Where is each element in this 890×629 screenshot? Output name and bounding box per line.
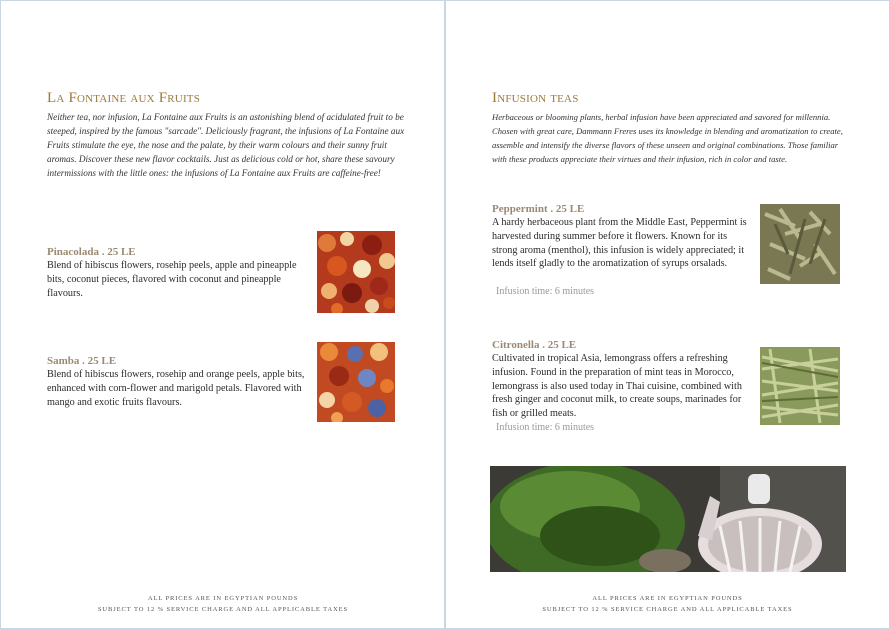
- section-title-fontaine: La Fontaine aux Fruits: [47, 90, 201, 106]
- right-page: [445, 0, 890, 629]
- item-name-peppermint: Peppermint . 25 LE: [492, 203, 585, 215]
- item-name-pinacolada: Pinacolada . 25 LE: [47, 246, 136, 258]
- pinacolada-tea-image: [317, 231, 395, 313]
- samba-tea-image: [317, 342, 395, 422]
- footer-right: [446, 593, 889, 615]
- infusion-time-citronella: Infusion time: 6 minutes: [496, 422, 595, 433]
- peppermint-tea-image: [760, 204, 840, 284]
- section-intro-infusion: Herbaceous or blooming plants, herbal infusion have been appreciated and savored for millennia. Chosen with great care, Dammann Freres uses its knowledge in blending and aromatization to create, assemble and intensify the diverse flavors of these unseen and original combinations. Those familiar with these products appreciate their virtues and their infusion, rich in color and taste.: [492, 112, 843, 164]
- item-desc-samba: Blend of hibiscus flowers, rosehip and orange peels, apple bits, enhanced with corn-flower and marigold petals. Flavored with mango and exotic fruits flavours.: [47, 369, 305, 408]
- footer-line-2: SUBJECT TO 12 % SERVICE CHARGE AND ALL APPLICABLE TAXES: [542, 606, 793, 613]
- item-desc-peppermint: A hardy herbaceous plant from the Middle East, Peppermint is harvested during summer before it flowers. Known for its strong aroma (menthol), this infusion is widely appreciated; it lends itself gladly to the aromatization of syrups orsalads.: [492, 217, 747, 270]
- infusion-time-peppermint: Infusion time: 6 minutes: [496, 286, 595, 297]
- item-desc-pinacolada: Blend of hibiscus flowers, rosehip peels, apple and pineapple bits, coconut pieces, flavored with coconut and pineapple flavours.: [47, 260, 297, 299]
- footer-line-1: ALL PRICES ARE IN EGYPTIAN POUNDS: [147, 595, 299, 602]
- section-intro-fontaine: Neither tea, nor infusion, La Fontaine aux Fruits is an astonishing blend of acidulated fruit to be steeped, inspired by the famous "sarcade". Deliciously fragrant, the infusions of La Fontaine aux Fruits stimulate the eye, the nose and the palate, by their warm colours and their sunny fruit aromas. Discover these new flavor cocktails. Just as delicious cold or hot, share these savoury intermissions with the little ones: the infusions of La Fontaine aux Fruits are caffeine-free!: [47, 112, 405, 178]
- footer-line-1: ALL PRICES ARE IN EGYPTIAN POUNDS: [592, 595, 743, 602]
- citronella-tea-image: [760, 347, 840, 425]
- item-desc-citronella: Cultivated in tropical Asia, lemongrass offers a refreshing infusion. Found in the preparation of mint teas in Morocco, lemongrass is also used today in Thai cuisine, combined with fresh ginger and coconut milk, to create soups, marinades for fish or grilled meats.: [492, 353, 742, 420]
- footer-line-2: SUBJECT TO 12 % SERVICE CHARGE AND ALL APPLICABLE TAXES: [97, 606, 349, 613]
- item-name-samba: Samba . 25 LE: [47, 355, 117, 367]
- section-title-infusion: Infusion teas: [492, 90, 579, 106]
- footer-left: [1, 593, 445, 615]
- teapot-photo: [490, 466, 846, 572]
- item-name-citronella: Citronella . 25 LE: [492, 339, 577, 351]
